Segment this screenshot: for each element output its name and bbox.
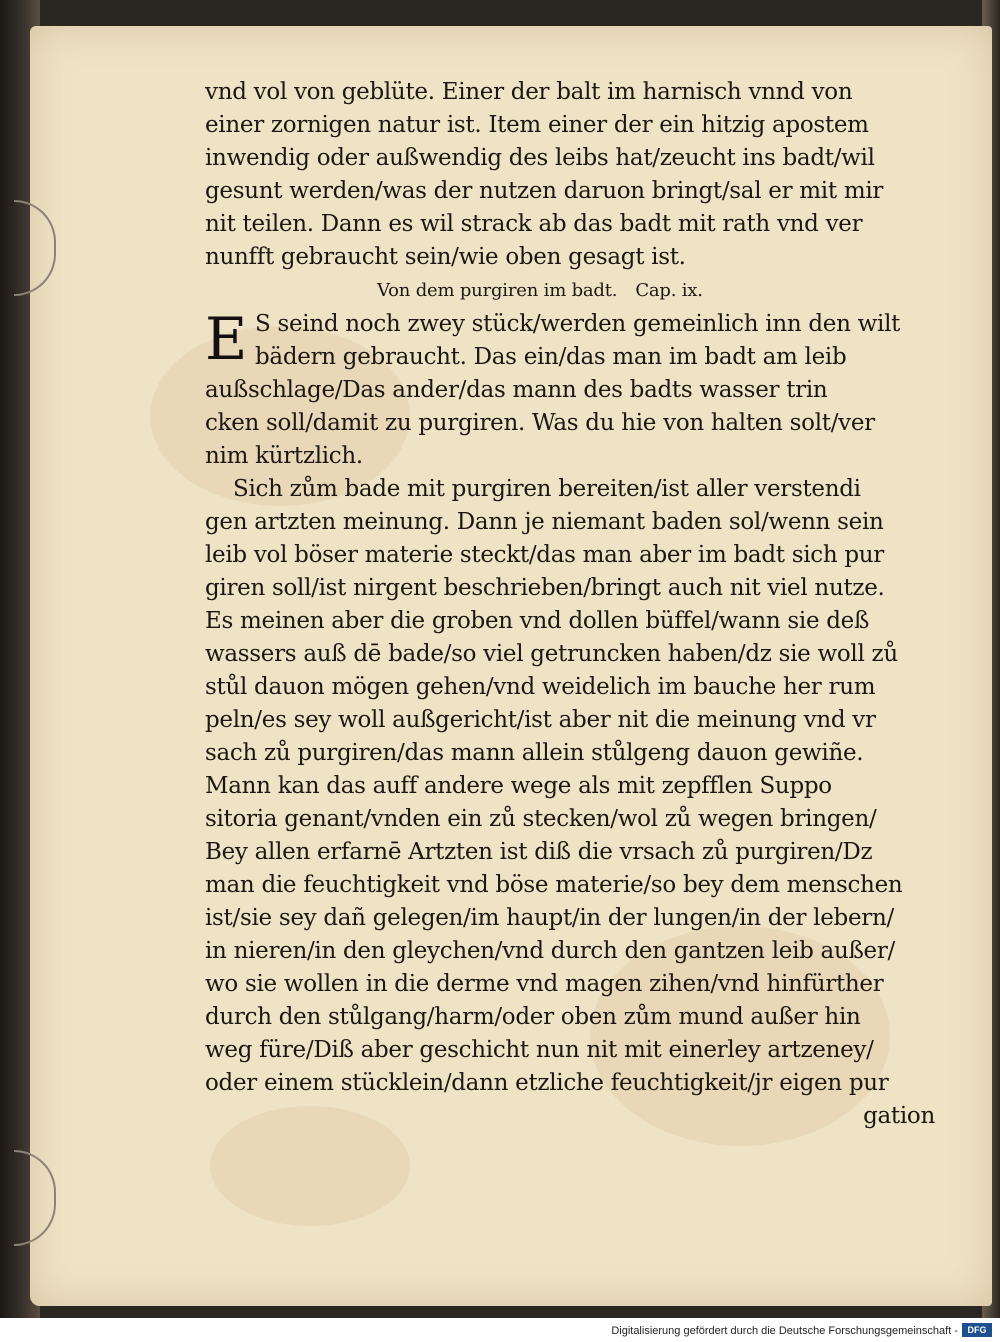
text-line: nit teilen. Dann es wil strack ab das badt mit rath vnd ver — [205, 211, 863, 237]
dfg-logo: DFG — [962, 1323, 992, 1337]
text-line: in nieren/in den gleychen/vnd durch den gantzen leib außer/ — [205, 938, 895, 964]
text-line: peln/es sey woll außgericht/ist aber nit die meinung vnd vr — [205, 707, 876, 733]
text-line: gen artzten meinung. Dann je niemant baden sol/wenn sein — [205, 509, 884, 535]
text-line: durch den stůlgang/harm/oder oben zům mund außer hin — [205, 1004, 861, 1030]
text-line: nunfft gebraucht sein/wie oben gesagt ist. — [205, 244, 686, 270]
text-line: einer zornigen natur ist. Item einer der ein hitzig apostem — [205, 112, 869, 138]
text-line: Es meinen aber die groben vnd dollen büffel/wann sie deß — [205, 608, 870, 634]
text-line: sitoria genant/vnden ein zů stecken/wol zů wegen bringen/ — [205, 806, 877, 832]
text-line: weg füre/Diß aber geschicht nun nit mit einerley artzeney/ — [205, 1037, 874, 1063]
text-line: leib vol böser materie steckt/das man aber im badt sich pur — [205, 542, 885, 568]
chapter-body — [205, 305, 935, 1133]
chapter-title: Von dem purgiren im badt. — [377, 280, 618, 301]
text-line: S seind noch zwey stück/werden gemeinlich inn den wilt — [255, 311, 901, 337]
text-line: außschlage/Das ander/das mann des badts wasser trin — [205, 377, 828, 403]
chapter-heading — [205, 274, 935, 308]
text-line: sach zů purgiren/das mann allein stůlgeng dauon gewiñe. — [205, 740, 864, 766]
funding-credit: Digitalisierung gefördert durch die Deutsche Forschungsgemeinschaft - — [611, 1325, 958, 1337]
text-line: cken soll/damit zu purgiren. Was du hie von halten solt/ver — [205, 410, 875, 436]
text-line: gesunt werden/was der nutzen daruon bringt/sal er mit mir — [205, 178, 884, 204]
text-line: stůl dauon mögen gehen/vnd weidelich im bauche her rum — [205, 674, 876, 700]
chapter-number: Cap. ix. — [635, 280, 703, 301]
text-line: oder einem stücklein/dann etzliche feuchtigkeit/jr eigen pur — [205, 1070, 889, 1096]
text-line: bädern gebraucht. Das ein/das man im badt am leib — [255, 344, 847, 370]
text-line: Mann kan das auff andere wege als mit zepfflen Suppo — [205, 773, 832, 799]
text-line: wo sie wollen in die derme vnd magen zihen/vnd hinfürther — [205, 971, 884, 997]
text-line: ist/sie sey dañ gelegen/im haupt/in der lungen/in der lebern/ — [205, 905, 894, 931]
text-line: giren soll/ist nirgent beschrieben/bringt auch nit viel nutze. — [205, 575, 885, 601]
text-line: inwendig oder außwendig des leibs hat/zeucht ins badt/wil — [205, 145, 875, 171]
text-line: Bey allen erfarnē Artzten ist diß die vrsach zů purgiren/Dz — [205, 839, 873, 865]
catchword: gation — [863, 1103, 935, 1129]
text-line: nim kürtzlich. — [205, 443, 363, 469]
text-line: wassers auß dē bade/so viel getruncken haben/dz sie woll zů — [205, 641, 898, 667]
text-line: Sich zům bade mit purgiren bereiten/ist aller verstendi — [233, 476, 861, 502]
text-line: man die feuchtigkeit vnd böse materie/so bey dem menschen — [205, 872, 903, 898]
drop-cap-initial: E — [205, 305, 248, 373]
text-line: vnd vol von geblüte. Einer der balt im harnisch vnnd von — [205, 79, 853, 105]
page-text — [205, 76, 935, 1133]
